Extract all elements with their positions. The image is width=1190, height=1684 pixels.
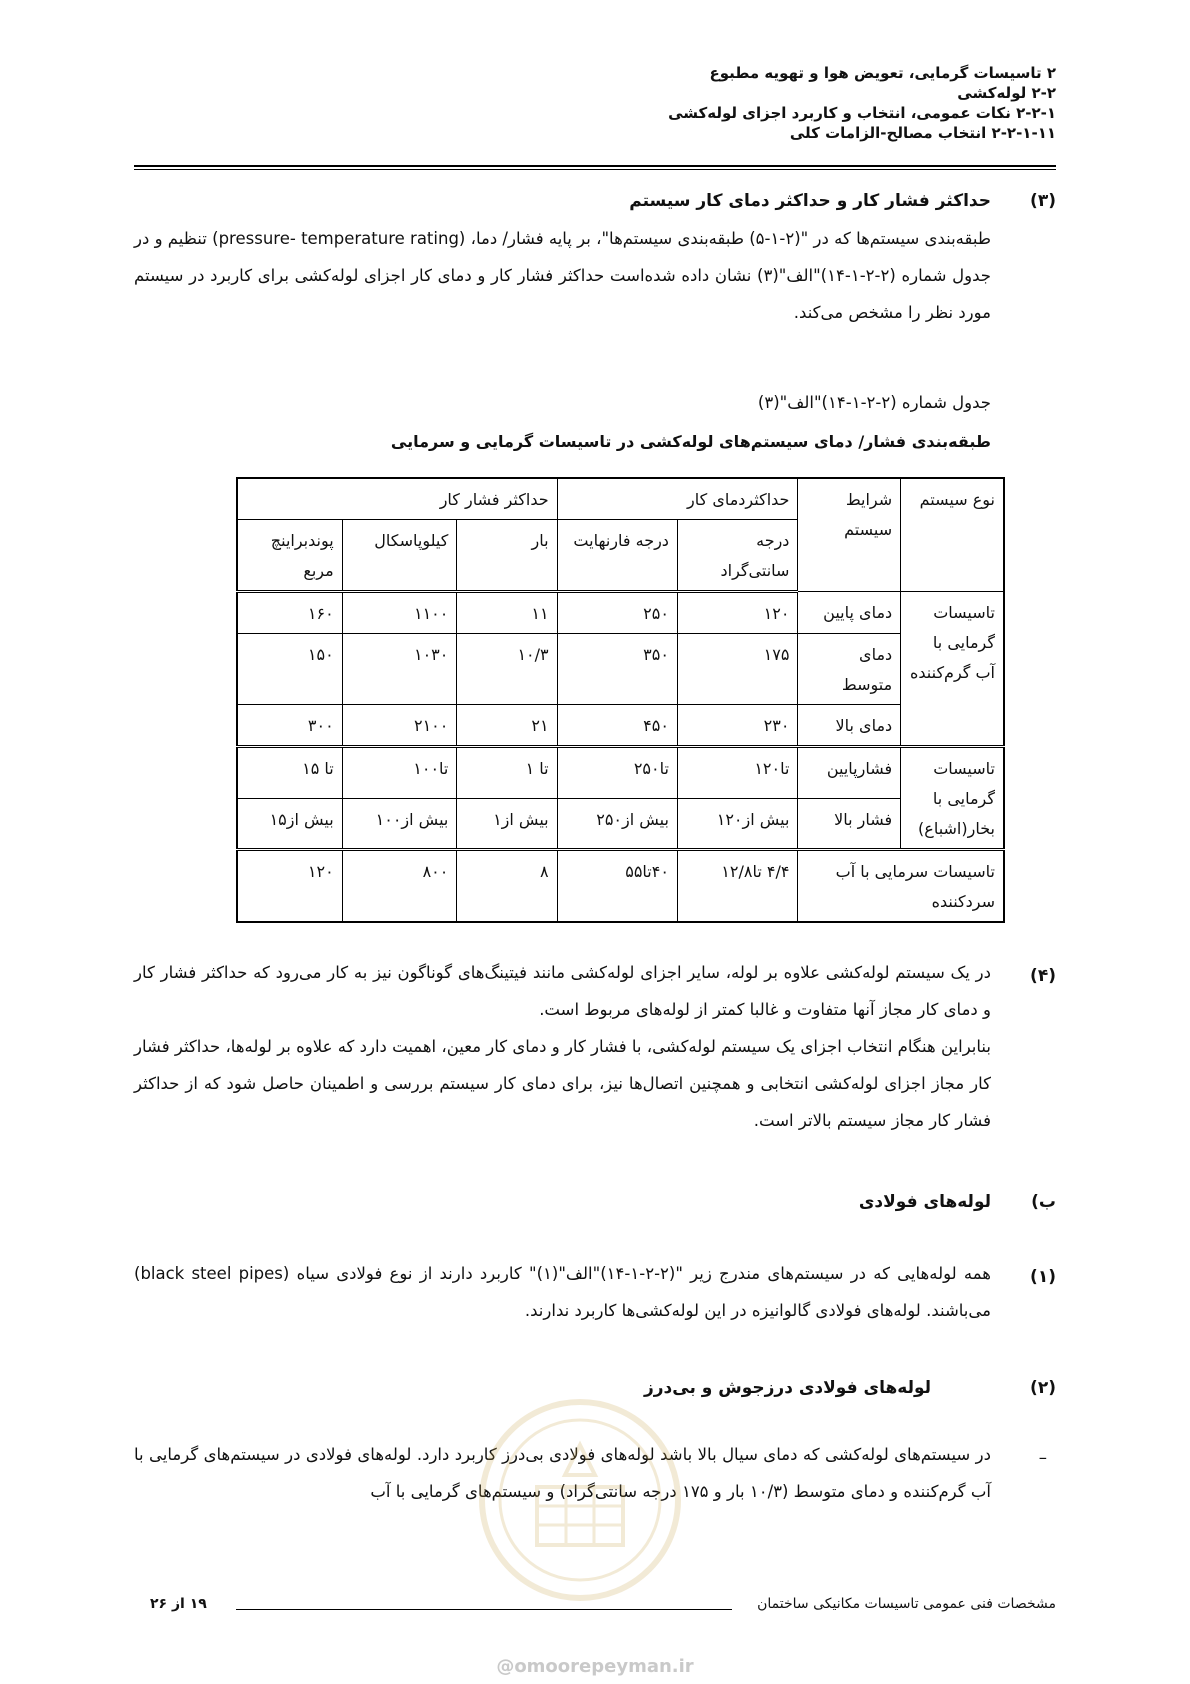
header-bar: بار: [457, 520, 557, 592]
item4-paragraph-1: در یک سیستم لوله‌کشی علاوه بر لوله، سایر اجزای لوله‌کشی مانند فیتینگ‌های گوناگون نیز به کار می‌رود که حداکثر فشار کار و دمای کار مجاز آنها متفاوت و غالبا کمتر از لوله‌های مربوط است.: [134, 963, 991, 1019]
header-kpa: کیلوپاسکال: [342, 520, 457, 592]
header-conditions: شرایط سیستم: [798, 478, 901, 592]
pressure-temperature-table: [236, 477, 1005, 923]
header-max-temp: حداکثردمای کار: [557, 478, 798, 520]
cell-fahrenheit: ۴۵۰: [557, 705, 677, 747]
cell-kpa: تا۱۰۰: [342, 747, 457, 799]
cell-celsius: ۴/۴ تا۱۲/۸: [677, 850, 798, 923]
item3-number: (۳): [1030, 191, 1056, 211]
footer-document-title: مشخصات فنی عمومی تاسیسات مکانیکی ساختمان: [757, 1596, 1056, 1612]
cell-bar: بیش از۱: [457, 798, 557, 850]
item-b1-paragraph: همه لوله‌هایی که در سیستم‌های مندرج زیر "(۲-۲-۱-۱۴)"الف"(۱)" کاربرد دارند از نوع فولادی سیاه (black steel pipes) می‌باشند. لوله‌های فولادی گالوانیزه در این لوله‌کشی‌ها کاربرد ندارند.: [134, 1264, 991, 1320]
header-celsius: درجه سانتی‌گراد: [677, 520, 798, 592]
cell-fahrenheit: ۲۵۰: [557, 592, 677, 634]
cell-condition: دمای متوسط: [798, 634, 901, 705]
cell-bar: ۱۱: [457, 592, 557, 634]
bullet-dash: –: [1038, 1448, 1047, 1467]
cell-condition: دمای پایین: [798, 592, 901, 634]
watermark-handle: @omoorepeyman.ir: [496, 1656, 694, 1677]
footer-rule: [236, 1609, 732, 1610]
table-row: [237, 705, 1004, 747]
bullet-paragraph: در سیستم‌های لوله‌کشی که دمای سیال بالا باشد لوله‌های فولادی بی‌درز کاربرد دارد. لوله‌های فولادی در سیستم‌های گرمایی با آب گرم‌کننده و دمای متوسط (۱۰/۳ بار و ۱۷۵ درجه سانتی‌گراد) و سیستم‌های گرمایی با آب: [134, 1445, 991, 1501]
header-clause: ۲-۲-۱-۱۱ انتخاب مصالح-الزامات کلی: [789, 124, 1056, 142]
table-row: [237, 850, 1004, 923]
cell-psi: ۱۲۰: [237, 850, 342, 923]
item4-number: (۴): [1030, 966, 1056, 986]
item3-title: حداکثر فشار کار و حداکثر دمای کار سیستم: [629, 191, 991, 211]
cell-psi: تا ۱۵: [237, 747, 342, 799]
footer-page-number: ۱۹ از ۲۶: [150, 1596, 207, 1612]
table-row: [237, 798, 1004, 850]
header-subsection: ۲-۲-۱ نکات عمومی، انتخاب و کاربرد اجزای لوله‌کشی: [668, 104, 1056, 122]
cell-condition: دمای بالا: [798, 705, 901, 747]
header-fahrenheit: درجه فارنهایت: [557, 520, 677, 592]
cell-celsius: ۲۳۰: [677, 705, 798, 747]
cell-kpa: ۲۱۰۰: [342, 705, 457, 747]
header-chapter: ۲ تاسیسات گرمایی، تعویض هوا و تهویه مطبوع: [709, 64, 1056, 82]
table-caption: جدول شماره (۲-۲-۱-۱۴)"الف"(۳): [757, 393, 991, 412]
cell-psi: بیش از۱۵: [237, 798, 342, 850]
header-section: ۲-۲ لوله‌کشی: [957, 84, 1056, 102]
cell-fahrenheit: تا۲۵۰: [557, 747, 677, 799]
item3-paragraph: طبقه‌بندی سیستم‌ها که در "(۲-۱-۵) طبقه‌بندی سیستم‌ها"، بر پایه فشار/ دما، (pressure- temperature rating) تنظیم و در جدول شماره (۲-۲-۱-۱۴)"الف"(۳) نشان داده شده‌است حداکثر فشار کار و دمای کار اجزای لوله‌کشی برای کاربرد در سیستم مورد نظر را مشخص می‌کند.: [134, 229, 991, 322]
cell-bar: ۱۰/۳: [457, 634, 557, 705]
cell-fahrenheit: بیش از۲۵۰: [557, 798, 677, 850]
header-system-type: نوع سیستم: [901, 478, 1004, 592]
cell-fahrenheit: ۴۰تا۵۵: [557, 850, 677, 923]
cell-celsius: ۱۷۵: [677, 634, 798, 705]
section-b-title: لوله‌های فولادی: [858, 1192, 991, 1212]
cell-celsius: تا۱۲۰: [677, 747, 798, 799]
cell-bar: تا ۱: [457, 747, 557, 799]
item-b2-title: لوله‌های فولادی درزجوش و بی‌درز: [643, 1378, 931, 1398]
cell-kpa: ۱۰۳۰: [342, 634, 457, 705]
emblem-logo: [475, 1395, 685, 1605]
header-rule-thin: [134, 169, 1056, 170]
cell-psi: ۱۵۰: [237, 634, 342, 705]
item4-paragraph-2: بنابراین هنگام انتخاب اجزای یک سیستم لوله‌کشی، با فشار کار و دمای کار معین، اهمیت دارد که علاوه بر لوله‌ها، حداکثر فشار کار مجاز اجزای لوله‌کشی انتخابی و همچنین اتصال‌ها نیز، برای دمای کار سیستم بررسی و اطمینان حاصل شود که از حداکثر فشار کار مجاز سیستم بالاتر است.: [134, 1037, 991, 1130]
table-row: [237, 747, 1004, 799]
cell-celsius: ۱۲۰: [677, 592, 798, 634]
item-b2-number: (۲): [1030, 1378, 1056, 1398]
cell-bar: ۸: [457, 850, 557, 923]
cell-kpa: بیش از۱۰۰: [342, 798, 457, 850]
header-rule-thick: [134, 165, 1056, 167]
cell-celsius: بیش از۱۲۰: [677, 798, 798, 850]
cell-kpa: ۸۰۰: [342, 850, 457, 923]
header-max-pressure: حداکثر فشار کار: [237, 478, 557, 520]
item-b1-number: (۱): [1030, 1267, 1056, 1287]
cell-kpa: ۱۱۰۰: [342, 592, 457, 634]
cell-bar: ۲۱: [457, 705, 557, 747]
cell-condition: فشار بالا: [798, 798, 901, 850]
cell-psi: ۱۶۰: [237, 592, 342, 634]
group3-name: تاسیسات سرمایی با آب سردکننده: [798, 850, 1004, 923]
cell-psi: ۳۰۰: [237, 705, 342, 747]
header-psi: پوندبراینچ مربع: [237, 520, 342, 592]
table-row: [237, 592, 1004, 634]
section-b-letter: ب): [1031, 1192, 1056, 1212]
group1-name: تاسیسات گرمایی با آب گرم‌کننده: [901, 592, 1004, 747]
group2-name: تاسیسات گرمایی با بخار(اشباع): [901, 747, 1004, 850]
cell-condition: فشارپایین: [798, 747, 901, 799]
cell-fahrenheit: ۳۵۰: [557, 634, 677, 705]
table-title: طبقه‌بندی فشار/ دمای سیستم‌های لوله‌کشی در تاسیسات گرمایی و سرمایی: [390, 432, 991, 451]
table-row: [237, 634, 1004, 705]
